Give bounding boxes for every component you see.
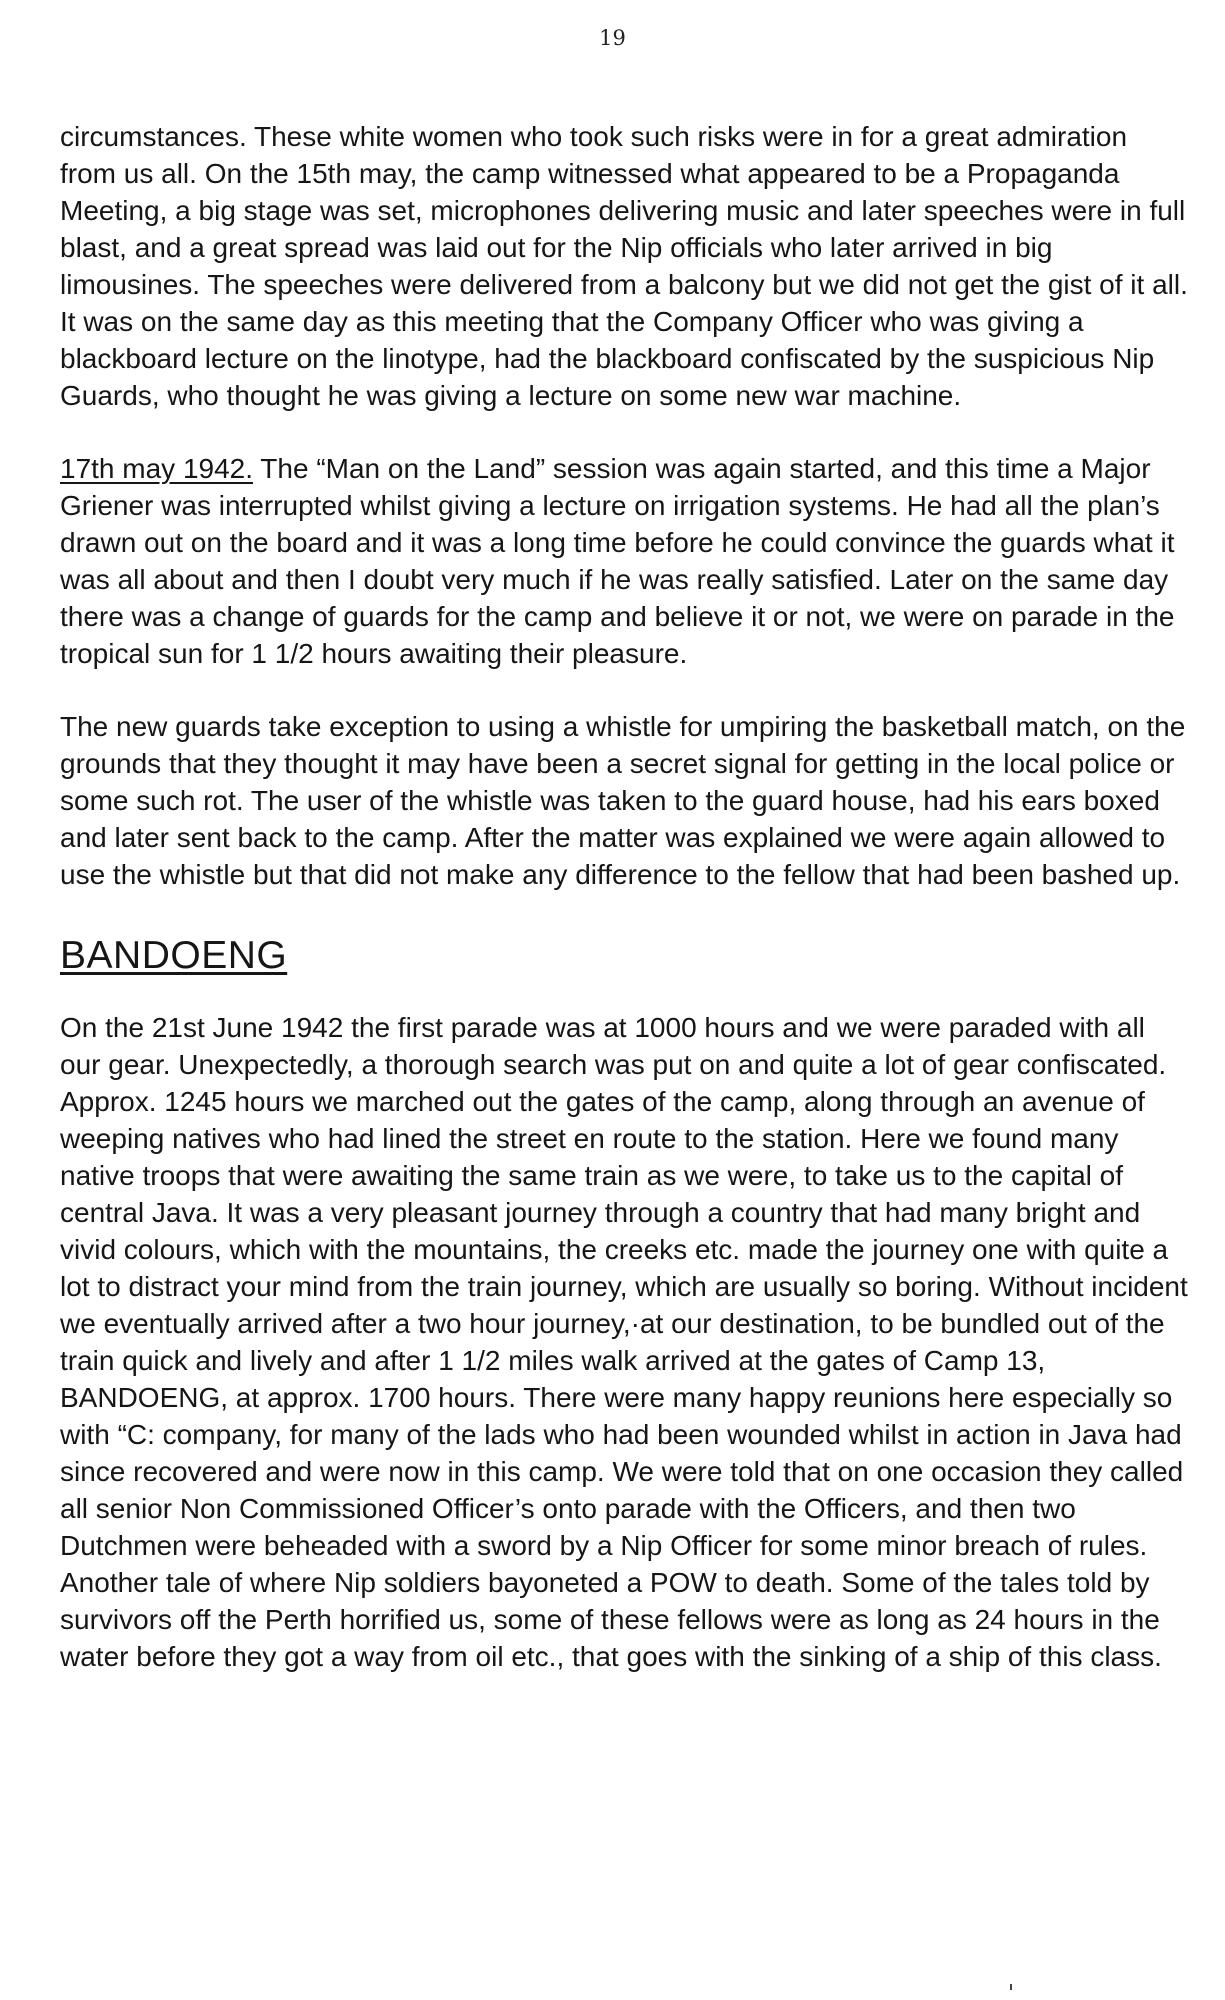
paragraph-text: The “Man on the Land” session was again started, and this time a Major Griener was interrupted whilst giving a lecture on irrigation systems. He had all the plan’s drawn out on the board and it was a long time before he could convince the guards what it was all about and then I doubt very much if he was really satisfied. Later on the same day there was a change of guards for the camp and believe it or not, we were on parade in the tropical sun for 1 1/2 hours awaiting their pleasure. (60, 453, 1175, 669)
paragraph-propaganda-meeting: circumstances. These white women who took such risks were in for a great admiration from us all. On the 15th may, the camp witnessed what appeared to be a Propaganda Meeting, a big stage was set, microphones delivering music and later speeches were in full blast, and a great spread was laid out for the Nip officials who later arrived in big limousines. The speeches were delivered from a balcony but we did not get the gist of it all. It was on the same day as this meeting that the Company Officer who was giving a blackboard lecture on the linotype, had the blackboard confiscated by the suspicious Nip Guards, who thought he was giving a lecture on some new war machine. (60, 121, 1188, 411)
paragraph-man-on-the-land (60, 450, 1190, 672)
paragraph-whistle: The new guards take exception to using a whistle for umpiring the basketball match, on the grounds that they thought it may have been a secret signal for getting in the local police or some such rot. The user of the whistle was taken to the guard house, had his ears boxed and later sent back to the camp. After the matter was explained we were again allowed to use the whistle but that did not make any difference to the fellow that had been bashed up. (60, 711, 1186, 890)
entry-date: 17th may 1942. (60, 453, 254, 484)
paragraph-spacer (60, 672, 1190, 708)
scan-mark (1010, 1984, 1012, 1990)
paragraph-spacer (60, 414, 1190, 450)
page-number: 19 (599, 26, 626, 50)
section-heading: BANDOENG (60, 934, 288, 977)
paragraph-bandoeng: On the 21st June 1942 the first parade was at 1000 hours and we were paraded with all our gear. Unexpectedly, a thorough search was put on and quite a lot of gear confiscated. Approx. 1245 hours we marched out the gates of the camp, along through an avenue of weeping natives who had lined the street en route to the station. Here we found many native troops that were awaiting the same train as we were, to take us to the capital of central Java. It was a very pleasant journey through a country that had many bright and vivid colours, which with the mountains, the creeks etc. made the journey one with quite a lot to distract your mind from the train journey, which are usually so boring. Without incident we eventually arrived after a two hour journey,·at our destination, to be bundled out of the train quick and lively and after 1 1/2 miles walk arrived at the gates of Camp 13, BANDOENG, at approx. 1700 hours. There were many happy reunions here especially so with “C: company, for many of the lads who had been wounded whilst in action in Java had since recovered and were now in this camp. We were told that on one occasion they called all senior Non Commissioned Officer’s onto parade with the Officers, and then two Dutchmen were beheaded with a sword by a Nip Officer for some minor breach of rules. Another tale of where Nip soldiers bayoneted a POW to death. Some of the tales told by survivors off the Perth horrified us, some of these fellows were as long as 24 hours in the water before they got a way from oil etc., that goes with the sinking of a ship of this class. (60, 1012, 1188, 1672)
page-body (60, 118, 1190, 1675)
